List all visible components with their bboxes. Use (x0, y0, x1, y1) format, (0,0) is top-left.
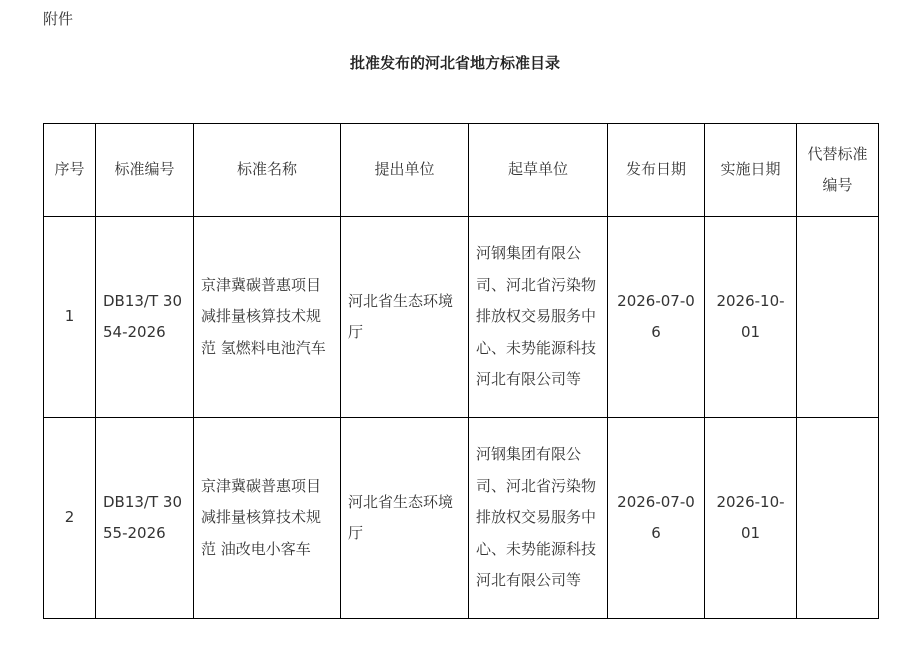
cell-replaced-standard (797, 418, 879, 619)
attachment-label: 附件 (43, 10, 74, 28)
cell-proposer: 河北省生态环境厅 (341, 217, 469, 418)
header-standard-no: 标准编号 (96, 124, 194, 217)
cell-standard-no: DB13/T 3054-2026 (96, 217, 194, 418)
cell-proposer: 河北省生态环境厅 (341, 418, 469, 619)
header-replaced-standard: 代替标准编号 (797, 124, 879, 217)
table-row (44, 217, 879, 418)
cell-effective-date: 2026-10-01 (705, 217, 797, 418)
cell-standard-name: 京津冀碳普惠项目减排量核算技术规范 氢燃料电池汽车 (194, 217, 341, 418)
cell-index: 1 (44, 217, 96, 418)
header-drafter: 起草单位 (469, 124, 608, 217)
header-publish-date: 发布日期 (608, 124, 705, 217)
cell-standard-name: 京津冀碳普惠项目减排量核算技术规范 油改电小客车 (194, 418, 341, 619)
header-standard-name: 标准名称 (194, 124, 341, 217)
cell-effective-date: 2026-10-01 (705, 418, 797, 619)
cell-drafter: 河钢集团有限公司、河北省污染物排放权交易服务中心、未势能源科技河北有限公司等 (469, 217, 608, 418)
cell-drafter: 河钢集团有限公司、河北省污染物排放权交易服务中心、未势能源科技河北有限公司等 (469, 418, 608, 619)
page-title: 批准发布的河北省地方标准目录 (349, 54, 560, 72)
header-effective-date: 实施日期 (705, 124, 797, 217)
header-index: 序号 (44, 124, 96, 217)
table-row (44, 418, 879, 619)
cell-publish-date: 2026-07-06 (608, 418, 705, 619)
header-proposer: 提出单位 (341, 124, 469, 217)
cell-standard-no: DB13/T 3055-2026 (96, 418, 194, 619)
cell-publish-date: 2026-07-06 (608, 217, 705, 418)
standards-table (43, 123, 879, 619)
table-header-row (44, 124, 879, 217)
cell-index: 2 (44, 418, 96, 619)
cell-replaced-standard (797, 217, 879, 418)
